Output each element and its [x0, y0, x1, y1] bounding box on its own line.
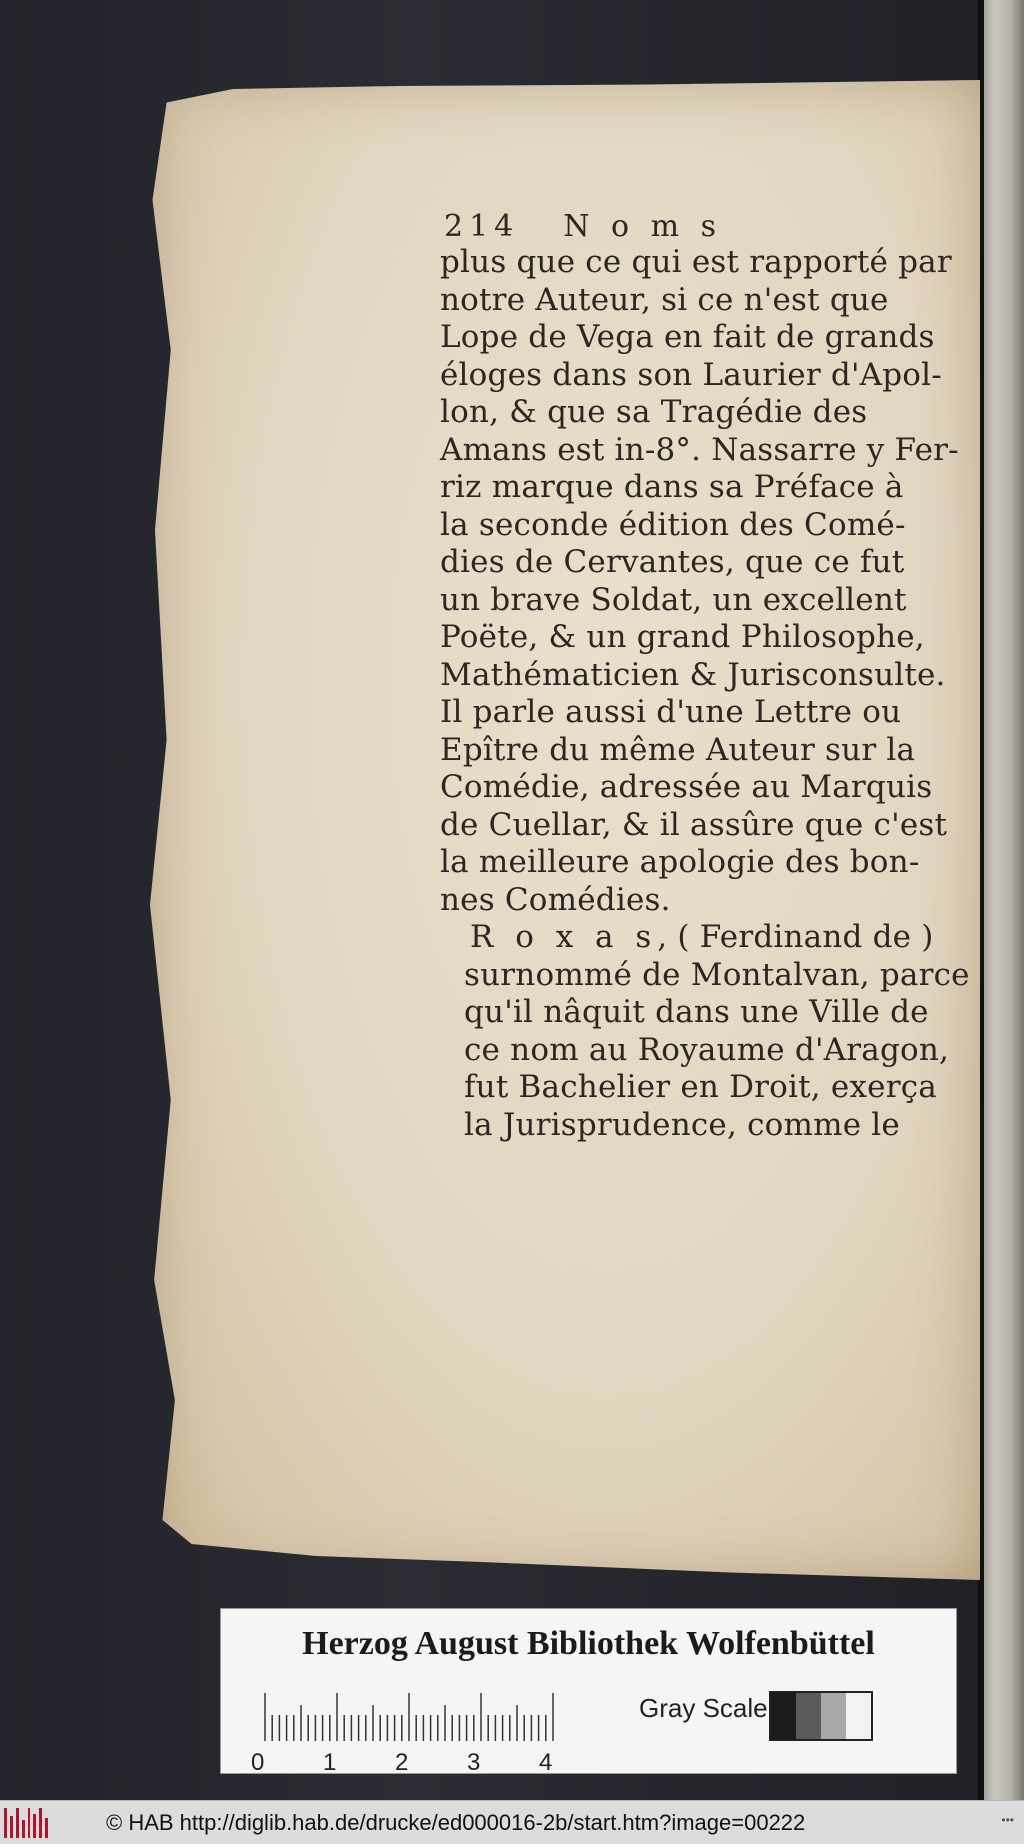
gray-swatch: [821, 1693, 846, 1739]
text-line: dies de Cervantes, que ce fut: [440, 544, 905, 580]
ruler-number: 3: [467, 1749, 481, 1776]
text-line: la seconde édition des Comé-: [440, 506, 906, 543]
color-chart: [220, 1608, 957, 1774]
entry-line: [440, 919, 960, 957]
text-line: Amans est in-8°. Nassarre y Fer-: [440, 431, 959, 468]
entry-text: ce nom au Royaume d'Aragon,: [464, 1031, 950, 1068]
hab-logo-icon: [4, 1808, 48, 1838]
ruler-number: 0: [251, 1749, 265, 1776]
ruler-number: 2: [395, 1749, 409, 1776]
page-header: [444, 198, 960, 244]
text-line: éloges dans son Laurier d'Apol-: [440, 356, 942, 393]
text-line: Mathématicien & Jurisconsulte.: [440, 656, 946, 693]
page-text: [440, 198, 970, 1144]
entry-roxas: [440, 919, 970, 1144]
entry-line: [440, 994, 960, 1032]
text-line: notre Auteur, si ce n'est que: [440, 281, 889, 318]
body-text: [440, 244, 960, 919]
footer-copyright-link[interactable]: © HAB http://diglib.hab.de/drucke/ed000016-2b/start.htm?image=00222: [106, 1809, 806, 1835]
ruler-scale: [261, 1691, 561, 1741]
text-line: Il parle aussi d'une Lettre ou: [440, 694, 902, 730]
ruler-numbers: [251, 1749, 553, 1776]
text-line: Comédie, adressée au Marquis: [440, 769, 933, 805]
text-line: riz marque dans sa Préface à: [440, 469, 904, 505]
running-title: N o m s: [563, 209, 723, 244]
entry-line: [440, 1032, 960, 1070]
gray-scale-label: Gray Scale: [639, 1693, 768, 1723]
entry-text: qu'il nâquit dans une Ville de: [464, 994, 929, 1030]
text-line: Poëte, & un grand Philosophe,: [440, 619, 925, 655]
text-line: lon, & que sa Tragédie des: [440, 394, 868, 430]
text-line: Lope de Vega en fait de grands: [440, 319, 935, 355]
footer-bar: [0, 1800, 1024, 1844]
entry-line: [440, 956, 970, 995]
gray-swatch: [796, 1693, 821, 1739]
entry-text: surnommé de Montalvan, parce: [464, 956, 970, 993]
institution-name: Herzog August Bibliothek Wolfenbüttel: [302, 1625, 875, 1662]
ruler-number: 1: [323, 1749, 337, 1776]
text-line: de Cuellar, & il assûre que c'est: [440, 806, 948, 843]
entry-line: [440, 1069, 960, 1107]
text-line: un brave Soldat, un excellent: [440, 581, 907, 618]
text-line: la meilleure apologie des bon-: [440, 844, 920, 880]
text-line: Epître du même Auteur sur la: [440, 731, 916, 768]
entry-text: , ( Ferdinand de ): [657, 919, 934, 955]
gray-swatch: [846, 1693, 871, 1739]
text-line: plus que ce qui est rapporté par: [440, 244, 952, 280]
entry-headword: R o x a s: [470, 919, 658, 955]
ruler-number: 4: [539, 1749, 553, 1776]
entry-text: la Jurisprudence, comme le: [464, 1106, 900, 1143]
adjacent-page-edge: [978, 0, 1024, 1800]
text-line: nes Comédies.: [440, 881, 671, 918]
gray-scale-swatches: [769, 1691, 873, 1741]
entry-text: fut Bachelier en Droit, exerça: [464, 1069, 937, 1105]
entry-line: [440, 1107, 960, 1145]
gray-swatch: [771, 1693, 796, 1739]
more-icon[interactable]: •••: [1001, 1813, 1014, 1827]
page-number: 214: [444, 209, 520, 244]
